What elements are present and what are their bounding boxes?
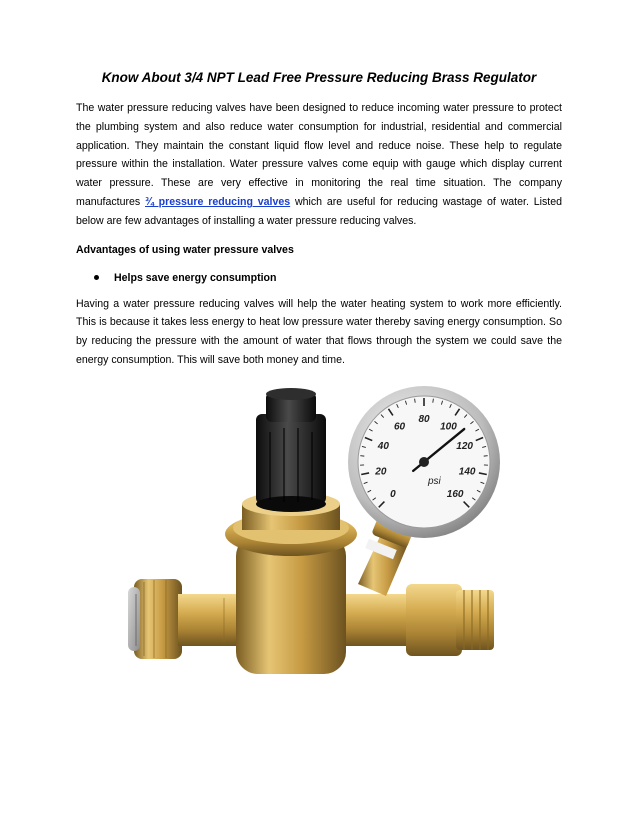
- gauge-scale-label: 20: [375, 466, 387, 478]
- intro-paragraph: [76, 99, 562, 231]
- gauge-scale-label: 120: [456, 441, 473, 453]
- gauge-scale-label: 160: [446, 489, 464, 501]
- energy-paragraph: Having a water pressure reducing valves will help the water heating system to work more efficiently. This is because it takes less energy to heat low pressure water thereby saving energy consumption. So by reducing the pressure with the amount of water that flows through the system we could save the energy consumption. This will save both money and time.: [76, 297, 562, 366]
- gauge-tick: [415, 399, 416, 403]
- advantages-list: [76, 269, 562, 287]
- gauge-scale-label: 140: [458, 466, 476, 478]
- pressure-reducing-valves-link[interactable]: ¾ pressure reducing valves: [145, 195, 291, 208]
- document-page: [76, 70, 562, 370]
- gauge-scale-label: 0: [390, 489, 396, 501]
- inlet-nut: [128, 579, 182, 659]
- document-title: Know About 3/4 NPT Lead Free Pressure Reducing Brass Regulator: [101, 70, 537, 85]
- gauge-needle-hub: [419, 457, 429, 467]
- adjustment-knob: [256, 388, 326, 512]
- pressure-regulator-photo: [124, 384, 504, 684]
- list-item: [94, 269, 562, 287]
- bullet-icon: [94, 275, 99, 280]
- advantages-subheading: Advantages of using water pressure valves: [76, 243, 294, 256]
- gauge-scale-label: 100: [440, 421, 457, 433]
- outlet-fitting: [406, 584, 494, 656]
- intro-text-before-link: The water pressure reducing valves have been designed to reduce incoming water pressure to protect the plumbing system and also reduce water consumption for industrial, residential and commercial application. They maintain the constant liquid flow level and reduce noise. These help to regulate pressure within the installation. Water pressure valves come equip with gauge which display current water pressure. These are very effective in monitoring the real time situation. The company manufactures: [76, 102, 562, 208]
- bullet-text: Helps save energy consumption: [114, 271, 277, 284]
- gauge-scale-label: 60: [393, 421, 406, 433]
- regulator-body: [225, 492, 357, 674]
- intro-text-after-link: which are useful for reducing wastage of water. Listed below are few advantages of installing a water pressure reducing valves.: [76, 195, 562, 227]
- pressure-gauge: [348, 386, 500, 538]
- gauge-scale-label: 80: [418, 414, 430, 425]
- gauge-scale-label: 40: [377, 441, 389, 453]
- gauge-unit-label: psi: [428, 476, 441, 487]
- gauge-tick: [433, 399, 434, 403]
